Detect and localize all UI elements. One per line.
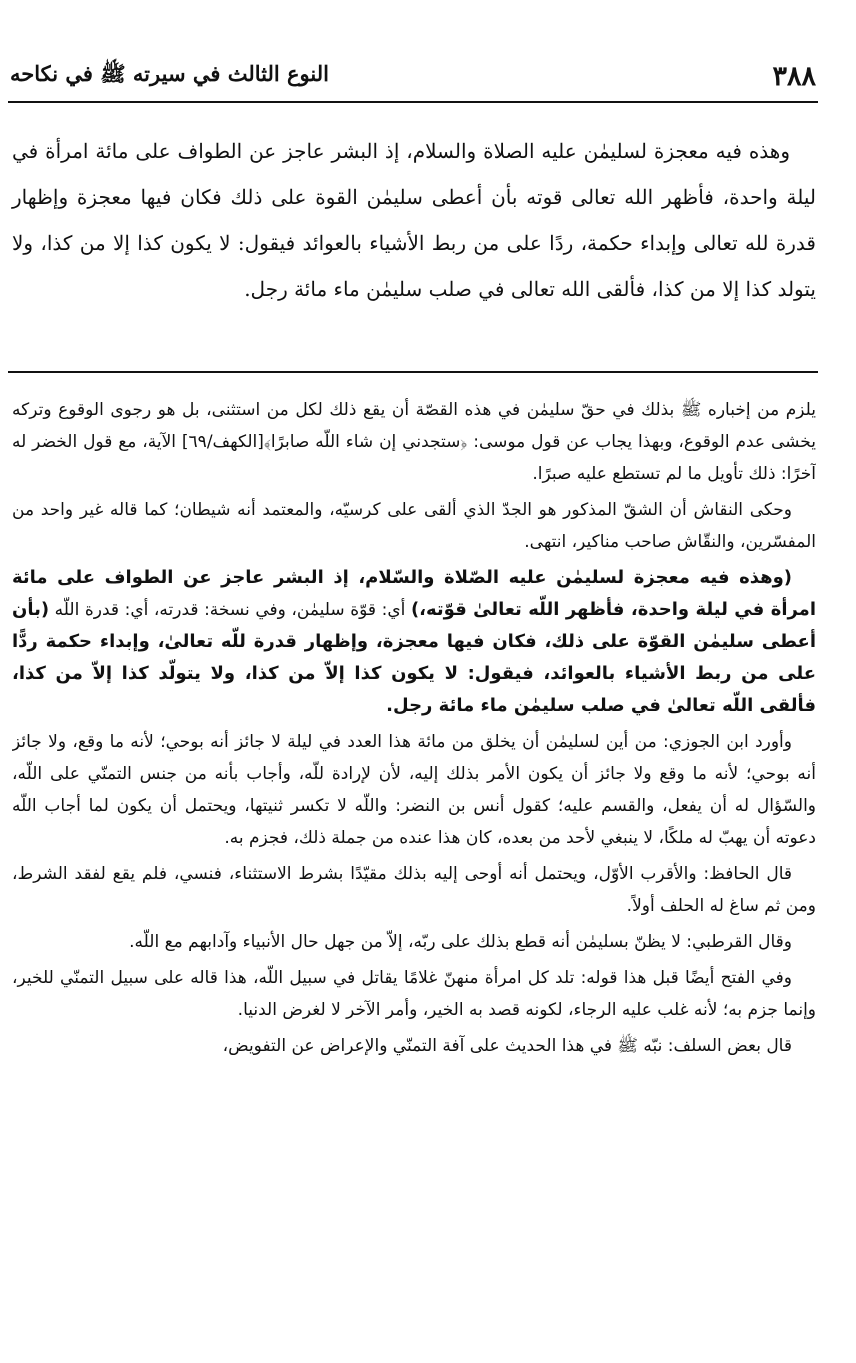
commentary-paragraph-1: يلزم من إخباره ﷺ بذلك في حقّ سليمٰن في هذه القصّة أن يقع ذلك لكل من استثنى، بل هو رجوى الوقوع وتركه يخشى عدم الوقوع، وبهذا يجاب عن قول موسى: ﴿ستجدني إن شاء اللّه صابرًا﴾[الكهف/٦٩] الآية، مع قول الخضر له آخرًا: ذلك تأويل ما لم تستطع عليه صبرًا. <box>12 400 816 484</box>
header-divider <box>8 101 818 103</box>
commentary-block <box>12 394 816 1354</box>
page-number: ٣٨٨ <box>772 60 816 92</box>
main-paragraph: وهذه فيه معجزة لسليمٰن عليه الصلاة والسلام، إذ البشر عاجز عن الطواف على مائة امرأة في ليلة واحدة، فأظهر الله تعالى قوته بأن أعطى سليمٰن القوة على ذلك فكان فيها معجزة وإظهار قدرة لله تعالى وإبداء حكمة، ردًا على من ربط الأشياء بالعوائد فيقول: لا يكون كذا إلا من كذا، ولا يتولد كذا إلا من كذا، فألقى الله تعالى في صلب سليمٰن ماء مائة رجل. <box>12 139 816 301</box>
commentary-paragraph-6: وقال القرطبي: لا يظنّ بسليمٰن أنه قطع بذلك على ربّه، إلاّ من جهل حال الأنبياء وآدابهم مع اللّه. <box>129 932 792 952</box>
commentary-paragraph-4: وأورد ابن الجوزي: من أين لسليمٰن أن يخلق من مائة هذا العدد في ليلة لا جائز أنه بوحي؛ لأنه ما وقع، ولا جائز أنه بوحي؛ لأنه ما وقع ولا جائز أن يكون الأمر بذلك إليه، لأن لإرادة للّه، وأجاب بأنه من جنس التمنّي على اللّه، والسّؤال له أن يفعل، والقسم عليه؛ كقول أنس بن النضر: واللّه لا تكسر ثنيتها، ويحتمل أن يكون لما أجاب اللّه دعوته أن يهبّ له ملكًا، لا ينبغي لأحد من بعده، كان هذا عنده من جملة ذلك، فجزم به. <box>12 732 816 848</box>
quoted-text-bold: (وهذه فيه معجزة لسليمٰن عليه الصّلاة والسّلام، إذ البشر عاجز عن الطواف على مائة امرأة في ليلة واحدة، فأظهر اللّه تعالىٰ قوّته،) <box>12 567 816 620</box>
main-text-block <box>12 128 816 312</box>
commentary-paragraph-2: وحكى النقاش أن الشقّ المذكور هو الجدّ الذي ألقى على كرسيّه، والمعتمد أنه شيطان؛ كما قاله غير واحد من المفسّرين، والنقّاش صاحب مناكير، انتهى. <box>12 500 816 552</box>
running-title: النوع الثالث في سيرته ﷺ في نكاحه <box>10 60 329 86</box>
commentary-divider <box>8 371 818 373</box>
commentary-paragraph-5: قال الحافظ: والأقرب الأوّل، ويحتمل أنه أوحى إليه بذلك مقيّدًا بشرط الاستثناء، فنسي، فلم يقع لفقد الشرط، ومن ثم ساغ له الحلف أولاً. <box>12 864 816 916</box>
commentary-paragraph-8: قال بعض السلف: نبّه ﷺ في هذا الحديث على آفة التمنّي والإعراض عن التفويض، <box>222 1036 792 1056</box>
commentary-paragraph-3 <box>12 562 816 722</box>
commentary-gloss: أي: قوّة سليمٰن، وفي نسخة: قدرته، أي: قدرة اللّه <box>49 600 411 620</box>
commentary-paragraph-7: وفي الفتح أيضًا قبل هذا قوله: تلد كل امرأة منهنّ غلامًا يقاتل في سبيل اللّه، هذا قاله على سبيل التمنّي للخير، وإنما جزم به؛ لأنه غلب عليه الرجاء، لكونه قصد به الخير، وأمر الآخر لا لغرض الدنيا. <box>12 968 816 1020</box>
quoted-text-bold: (بأن أعطى سليمٰن القوّة على ذلك، فكان فيها معجزة، وإظهار قدرة للّه تعالىٰ، وإبداء حكمة ردًّا على من ربط الأشياء بالعوائد، فيقول: لا يكون كذا إلاّ من كذا، ولا يتولّد كذا إلاّ من كذا، فألقى اللّه تعالىٰ في صلب سليمٰن ماء مائة رجل. <box>12 599 816 716</box>
page-header <box>10 58 816 94</box>
